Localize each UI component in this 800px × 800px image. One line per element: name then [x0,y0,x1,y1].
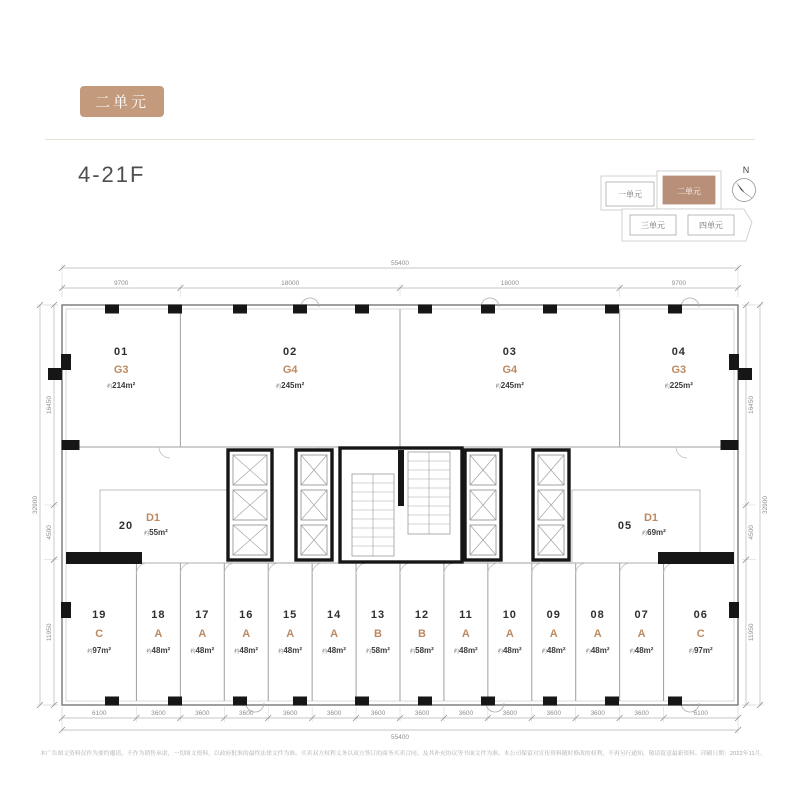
unit-area: 约245m² [495,381,524,390]
unit-area: 约69m² [642,528,666,537]
unit-number: 17 [195,609,210,621]
dimension-label: 9700 [113,280,129,287]
unit-type: D1 [145,512,161,524]
unit-number: 02 [283,346,298,358]
unit-number: 10 [502,609,517,621]
dimension-label: 4500 [46,525,53,540]
unit-number: 09 [546,609,561,621]
dimension-label: 3600 [414,710,430,717]
unit-type: A [286,628,295,640]
dimension-label: 3600 [151,710,166,717]
dimension-label: 32900 [32,495,39,515]
unit-type: G3 [671,364,687,376]
dimension-label: 6100 [693,710,709,717]
unit-number: 07 [634,609,649,621]
key-plan-unit-1 [606,182,654,206]
key-plan-unit-label: 一单元 [618,190,642,199]
unit-number: 08 [590,609,605,621]
unit-type: A [330,628,339,640]
dimension-label: 6100 [91,710,107,717]
unit-type: C [95,628,104,640]
key-plan-unit-3 [630,215,676,235]
dimension-label: 3600 [195,710,210,717]
unit-number: 19 [92,609,107,621]
unit-type: B [374,628,383,640]
unit-area: 约97m² [87,646,112,655]
unit-area: 约214m² [107,381,136,390]
unit-number: 06 [693,609,708,621]
key-plan-unit-4 [688,215,734,235]
unit-type: A [637,628,646,640]
unit-area: 约48m² [146,646,171,655]
dimension-label: 9700 [671,280,687,287]
dimension-label: 3600 [634,710,649,717]
key-plan-unit-2 [663,176,715,204]
floor-range-title: 4-21F [78,162,146,187]
unit-type: A [593,628,602,640]
unit-area: 约48m² [190,646,215,655]
unit-number: 03 [502,346,517,358]
unit-type: D1 [643,512,659,524]
dimension-label: 3600 [326,710,342,717]
dimension-label: 32900 [762,495,769,515]
disclaimer-text: 本广告图文资料仅作为要约邀请，不作为销售承诺，一切图文资料，以政府批准的最终法律文件为准。买卖双方权利义务以双方签订的商务买卖合同、及其补充协议等书面文件为准。本公司保留对宣传资料随时修改的权利，不再另行通知，敬请留意最新资料。印刷日期：2022年11月。 [40,751,767,757]
unit-type: A [242,628,251,640]
dimension-label: 18000 [500,280,519,287]
dimension-label: 16450 [748,395,755,415]
unit-number: 05 [617,520,633,532]
unit-type: G4 [282,364,298,376]
dimension-label: 16450 [46,395,53,415]
unit-area: 约48m² [454,646,478,655]
unit-area: 约58m² [410,646,434,655]
dimension-label: 4500 [748,525,755,540]
unit-area: 约97m² [688,646,713,655]
unit-area: 约48m² [497,646,522,655]
unit-type: G4 [502,364,518,376]
unit-type: G3 [113,364,129,376]
dimension-label: 3600 [239,710,254,717]
unit-number: 14 [326,609,342,621]
dimension-label: 11950 [46,623,53,642]
dimension-label: 3600 [458,710,474,717]
dimension-label: 55400 [390,260,410,267]
unit-area: 约58m² [366,646,390,655]
dimension-label: 3600 [370,710,386,717]
unit-area: 约48m² [234,646,259,655]
unit-type: A [549,628,558,640]
unit-area: 约225m² [664,381,693,390]
key-plan-unit-label: 四单元 [699,221,723,230]
unit-area: 约48m² [585,646,610,655]
dimension-label: 3600 [282,710,298,717]
dimension-label: 18000 [281,280,300,287]
unit-number: 13 [370,609,386,621]
key-plan-unit-label: 二单元 [677,187,701,196]
unit-type: A [154,628,163,640]
dimension-label: 3600 [546,710,561,717]
unit-area: 约245m² [276,381,305,390]
unit-number: 20 [118,520,134,532]
unit-type: A [198,628,207,640]
unit-type: A [505,628,514,640]
unit-number: 12 [414,609,430,621]
unit-area: 约48m² [322,646,346,655]
unit-area: 约48m² [541,646,566,655]
unit-area: 约48m² [278,646,303,655]
unit-number: 15 [283,609,298,621]
dimension-label: 3600 [590,710,605,717]
unit-number: 18 [151,609,166,621]
north-compass-icon [733,165,756,202]
dimension-label: 11950 [748,623,755,642]
unit-tab-badge: 二单元 [80,86,164,117]
dimension-label: 55400 [390,734,410,741]
key-plan-unit-label: 三单元 [641,221,665,230]
unit-type: A [461,628,470,640]
north-label: N [742,165,750,175]
key-plan [601,165,756,241]
dimension-label: 3600 [502,710,518,717]
unit-number: 11 [459,609,473,621]
unit-area: 约48m² [629,646,654,655]
unit-type: C [696,628,705,640]
unit-area: 约55m² [144,528,168,537]
unit-number: 01 [114,346,129,358]
unit-type: B [417,628,426,640]
unit-number: 16 [239,609,254,621]
unit-number: 04 [671,346,686,358]
